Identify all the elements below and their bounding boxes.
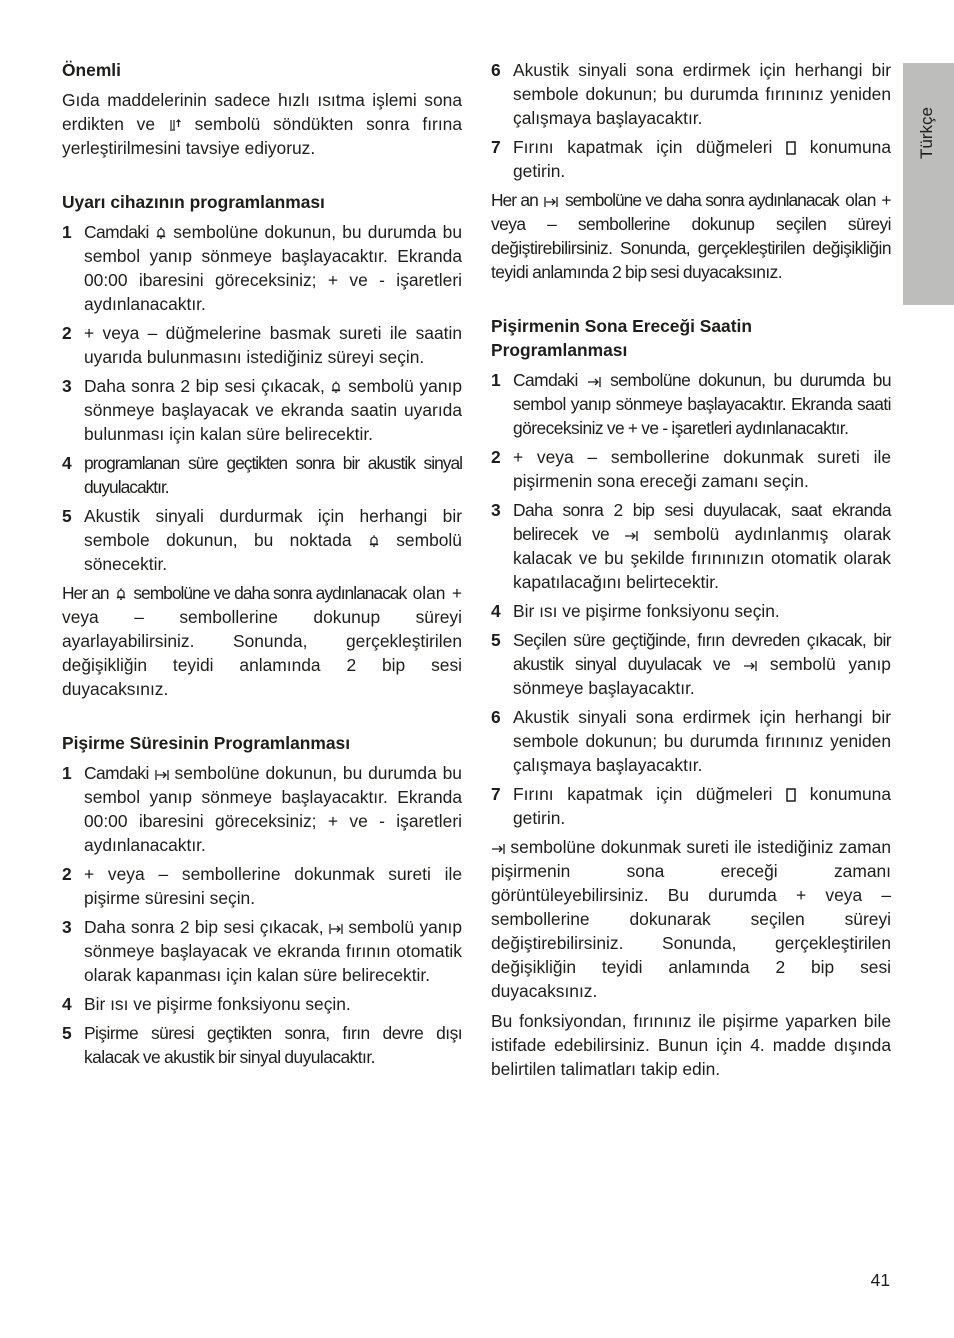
- end-time-icon: [624, 530, 638, 542]
- list-item: 6 Akustik sinyali sona erdirmek için herhangi bir sembole dokunun; bu durumda fırınınız yeniden çalışmaya başlayacaktır.: [491, 707, 891, 775]
- list-item: 7 Fırını kapatmak için düğmeleri konumuna getirin.: [491, 137, 891, 181]
- list-item: 1 Camdaki sembolüne dokunun, bu durumda bu sembol yanıp sönmeye başlayacaktır. Ekranda saati göreceksiniz ve + ve - işaretleri aydınlanacaktır.: [491, 370, 891, 438]
- duration-icon: [329, 923, 343, 935]
- important-paragraph: Gıda maddelerinin sadece hızlı ısıtma işlemi sona erdikten ve sembolü söndükten sonra fırına yerleştirilmesini tavsiye ediyoruz.: [62, 90, 462, 158]
- list-item: 2 + veya – sembollerine dokunmak sureti ile pişirme süresini seçin.: [62, 864, 462, 908]
- list-item: 7 Fırını kapatmak için düğmeleri konumuna getirin.: [491, 784, 891, 828]
- language-tab: [903, 63, 954, 305]
- alarm-steps: [62, 220, 462, 576]
- list-item: 5 Pişirme süresi geçtikten sonra, fırın devre dışı kalacak ve akustik bir sinyal duyulacaktır.: [62, 1023, 462, 1067]
- list-item: 1 Camdaki sembolüne dokunun, bu durumda bu sembol yanıp sönmeye başlayacaktır. Ekranda 00:00 ibaresini göreceksiniz; + ve - işaretleri aydınlanacaktır.: [62, 222, 462, 314]
- list-item: 4 Bir ısı ve pişirme fonksiyonu seçin.: [62, 994, 351, 1014]
- end-time-steps: [491, 368, 891, 830]
- list-item: 3 Daha sonra 2 bip sesi duyulacak, saat ekranda belirecek ve sembolü aydınlanmış olarak kalacak ve bu şekilde fırınınızın otomatik olarak kapatılacağını belirtecektir.: [491, 500, 891, 592]
- left-column: [62, 58, 462, 1074]
- list-item: 2 + veya – sembollerine dokunmak sureti ile pişirmenin sona ereceği zamanı seçin.: [491, 447, 891, 491]
- bell-icon: [330, 380, 342, 394]
- alarm-note: Her an sembolüne ve daha sonra aydınlanacak olan + veya – sembollerine dokunup süreyi ayarlayabilirsiniz. Sonunda, gerçekleştirilen değişikliğin teyidi anlamında 2 bip sesi duyacaksınız.: [62, 583, 462, 699]
- language-tab-label: Türkçe: [917, 107, 936, 159]
- list-item: 1 Camdaki sembolüne dokunun, bu durumda bu sembol yanıp sönmeye başlayacaktır. Ekranda 00:00 ibaresini göreceksiniz; + ve - işaretleri aydınlanacaktır.: [62, 763, 462, 855]
- right-column: [491, 58, 891, 1081]
- duration-heading: Pişirme Süresinin Programlanması: [62, 733, 351, 753]
- alarm-heading: Uyarı cihazının programlanması: [62, 192, 325, 212]
- rapid-heat-icon: [168, 118, 182, 132]
- off-position-icon: [786, 141, 796, 155]
- page-number: 41: [870, 1270, 890, 1290]
- duration-steps: [62, 761, 462, 1069]
- bell-icon: [115, 587, 127, 601]
- end-time-icon: [587, 376, 601, 388]
- duration-icon: [544, 196, 558, 208]
- duration-steps-continued: [491, 58, 891, 183]
- final-note: Bu fonksiyondan, fırınınız ile pişirme yaparken bile istifade edebilirsiniz. Bunun için 4. madde dışında belirtilen talimatları takip edin.: [491, 1011, 891, 1079]
- end-time-icon: [743, 660, 757, 672]
- list-item: 5 Seçilen süre geçtiğinde, fırın devreden çıkacak, bir akustik sinyal duyulacak ve sembolü yanıp sönmeye başlayacaktır.: [491, 630, 891, 698]
- bell-icon: [155, 226, 167, 240]
- list-item: 6 Akustik sinyali sona erdirmek için herhangi bir sembole dokunun; bu durumda fırınınız yeniden çalışmaya başlayacaktır.: [491, 60, 891, 128]
- bell-icon: [368, 534, 380, 548]
- duration-note: Her an sembolüne ve daha sonra aydınlanacak olan + veya – sembollerine dokunup seçilen süreyi değiştirebilirsiniz. Sonunda, gerçekleştirilen değişikliğin teyidi anlamında 2 bip sesi duyacaksınız.: [491, 190, 891, 282]
- duration-icon: [155, 769, 169, 781]
- end-time-note: sembolüne dokunmak sureti ile istediğiniz zaman pişirmenin sona ereceği zamanı görüntüleyebilirsiniz. Bu durumda + veya – sembollerine dokunarak seçilen süreyi değiştirebilirsiniz. Sonunda, gerçekleştirilen değişikliğin teyidi anlamında 2 bip sesi duyacaksınız.: [491, 837, 891, 1001]
- important-heading: Önemli: [62, 60, 121, 80]
- end-time-heading: Pişirmenin Sona Ereceği Saatin Programlanması: [491, 316, 752, 360]
- list-item: 3 Daha sonra 2 bip sesi çıkacak, sembolü yanıp sönmeye başlayacak ve ekranda saatin uyarıda bulunması için kalan süre belirecektir.: [62, 376, 462, 444]
- off-position-icon: [786, 788, 796, 802]
- list-item: 4 Bir ısı ve pişirme fonksiyonu seçin.: [491, 601, 780, 621]
- list-item: 3 Daha sonra 2 bip sesi çıkacak, sembolü yanıp sönmeye başlayacak ve ekranda fırının otomatik olarak kapanması için kalan süre belirecektir.: [62, 917, 462, 985]
- end-time-icon: [491, 843, 505, 855]
- list-item: 2 + veya – düğmelerine basmak sureti ile saatin uyarıda bulunmasını istediğiniz süreyi seçin.: [62, 323, 462, 367]
- list-item: 5 Akustik sinyali durdurmak için herhangi bir sembole dokunun, bu noktada sembolü sönecektir.: [62, 506, 462, 574]
- list-item: 4 programlanan süre geçtikten sonra bir akustik sinyal duyulacaktır.: [62, 453, 462, 497]
